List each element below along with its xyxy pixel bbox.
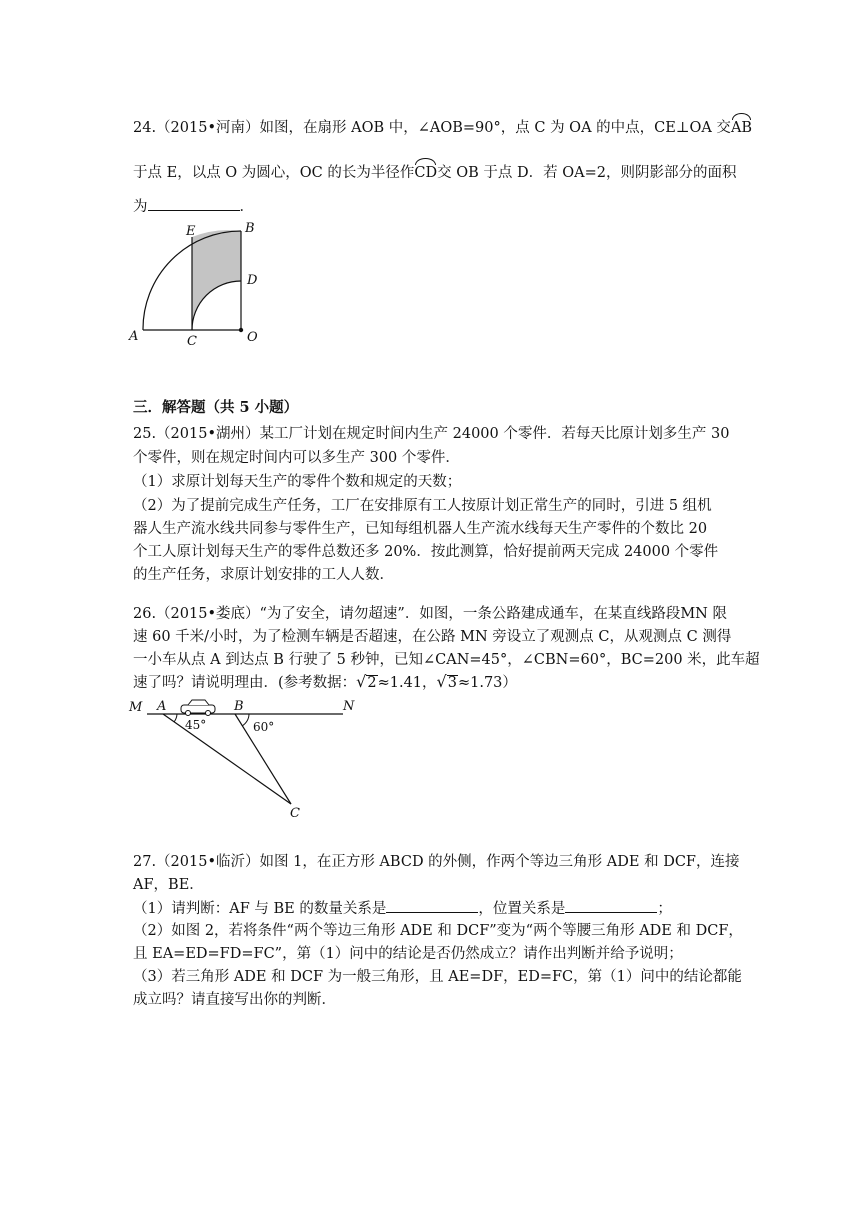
q26-line: 速 60 千米/小时，为了检测车辆是否超速，在公路 MN 旁设立了观测点 C，从观测点 C 测得 [133,629,732,645]
label-n: N [343,699,355,714]
label-d: D [247,273,258,288]
shaded-region [192,230,241,330]
q25-line: 个工人原计划每天生产的零件总数还多 20%．按此测算，恰好提前两天完成 24000 个零件 [133,544,719,560]
label-a: A [129,329,139,344]
sqrt-sign: √ [436,672,447,691]
q24-line-1 [133,118,752,138]
label-c: C [187,334,197,349]
q24-line-3 [133,196,254,217]
q24-text: 24.（2015•河南）如图，在扇形 AOB 中，∠AOB=90°，点 C 为 OA 的中点，CE⊥OA 交 [133,120,731,136]
label-e: E [186,224,196,239]
q25-line: 个零件，则在规定时间内可以多生产 300 个零件． [133,450,460,466]
sqrt-3-radicand: 3 [447,675,457,691]
q27-text: （1）请判断：AF 与 BE 的数量关系是 [133,901,387,917]
q24-line-2 [133,163,736,183]
arc-cd-symbol: CD [414,165,438,181]
label-b: B [234,699,244,714]
q27-line: （2）如图 2，若将条件“两个等边三角形 ADE 和 DCF”变为“两个等腰三角形 ADE 和 DCF， [133,923,743,939]
label-c: C [290,806,300,821]
q25-line: （2）为了提前完成生产任务，工厂在安排原有工人按原计划正常生产的同时，引进 5 组机 [133,498,712,514]
answer-blank [148,196,240,211]
q26-text: 速了吗？请说明理由．(参考数据： [133,675,357,691]
sqrt-sign: √ [356,672,367,691]
answer-blank [386,898,478,913]
label-a: A [157,699,167,714]
point-o-dot [239,328,243,332]
q27-line: 成立吗？请直接写出你的判断． [133,992,336,1008]
q25-line: 器人生产流水线共同参与零件生产，已知每组机器人生产流水线每天生产零件的个数比 20 [133,521,708,537]
q26-text: ≈1.73） [457,675,517,691]
q26-line: 一小车从点 A 到达点 B 行驶了 5 秒钟，已知∠CAN=45°，∠CBN=60°，BC=200 米，此车超 [133,652,760,668]
sector-figure [125,218,285,348]
label-b: B [245,221,255,236]
q24-text: ． [239,199,254,215]
q24-text: 为 [133,199,148,215]
q26-line-last [133,672,517,693]
q27-text: ； [657,901,672,917]
q24-text: 交 OB 于点 D．若 OA=2，则阴影部分的面积 [437,165,737,181]
angle-arc-60 [242,714,249,726]
q25-line: （1）求原计划每天生产的零件个数和规定的天数； [133,474,462,490]
section-title: 三．解答题（共 5 小题） [133,399,299,416]
q27-line: 且 EA=ED=FD=FC”，第（1）问中的结论是否仍然成立？请作出判断并给予说明； [133,946,683,962]
label-angle-60: 60° [253,720,275,734]
answer-blank [565,898,657,913]
car-icon [181,700,215,716]
q25-line: 的生产任务，求原计划安排的工人人数． [133,567,394,583]
road-figure [125,695,365,820]
q27-text: ，位置关系是 [478,901,566,917]
q27-line: 27.（2015•临沂）如图 1，在正方形 ABCD 的外侧，作两个等边三角形 ADE 和 DCF，连接 [133,854,740,870]
q26-line: 26.（2015•娄底）“为了安全，请勿超速”．如图，一条公路建成通车，在某直线路段MN 限 [133,606,727,622]
q27-line: （3）若三角形 ADE 和 DCF 为一般三角形，且 AE=DF，ED=FC，第（1）问中的结论都能 [133,969,742,985]
q27-line: AF，BE． [133,877,204,893]
label-angle-45: 45° [185,718,207,732]
q26-text: ≈1.41， [377,675,437,691]
sqrt-2-radicand: 2 [367,675,377,691]
label-o: O [247,330,258,345]
label-m: M [129,700,143,715]
q27-line-3 [133,898,672,919]
arc-ab-symbol: AB [730,120,753,136]
q24-text: 于点 E，以点 O 为圆心，OC 的长为半径作 [133,165,415,181]
q25-line: 25.（2015•湖州）某工厂计划在规定时间内生产 24000 个零件．若每天比原计划多生产 30 [133,426,730,442]
angle-arc-45 [174,714,177,722]
